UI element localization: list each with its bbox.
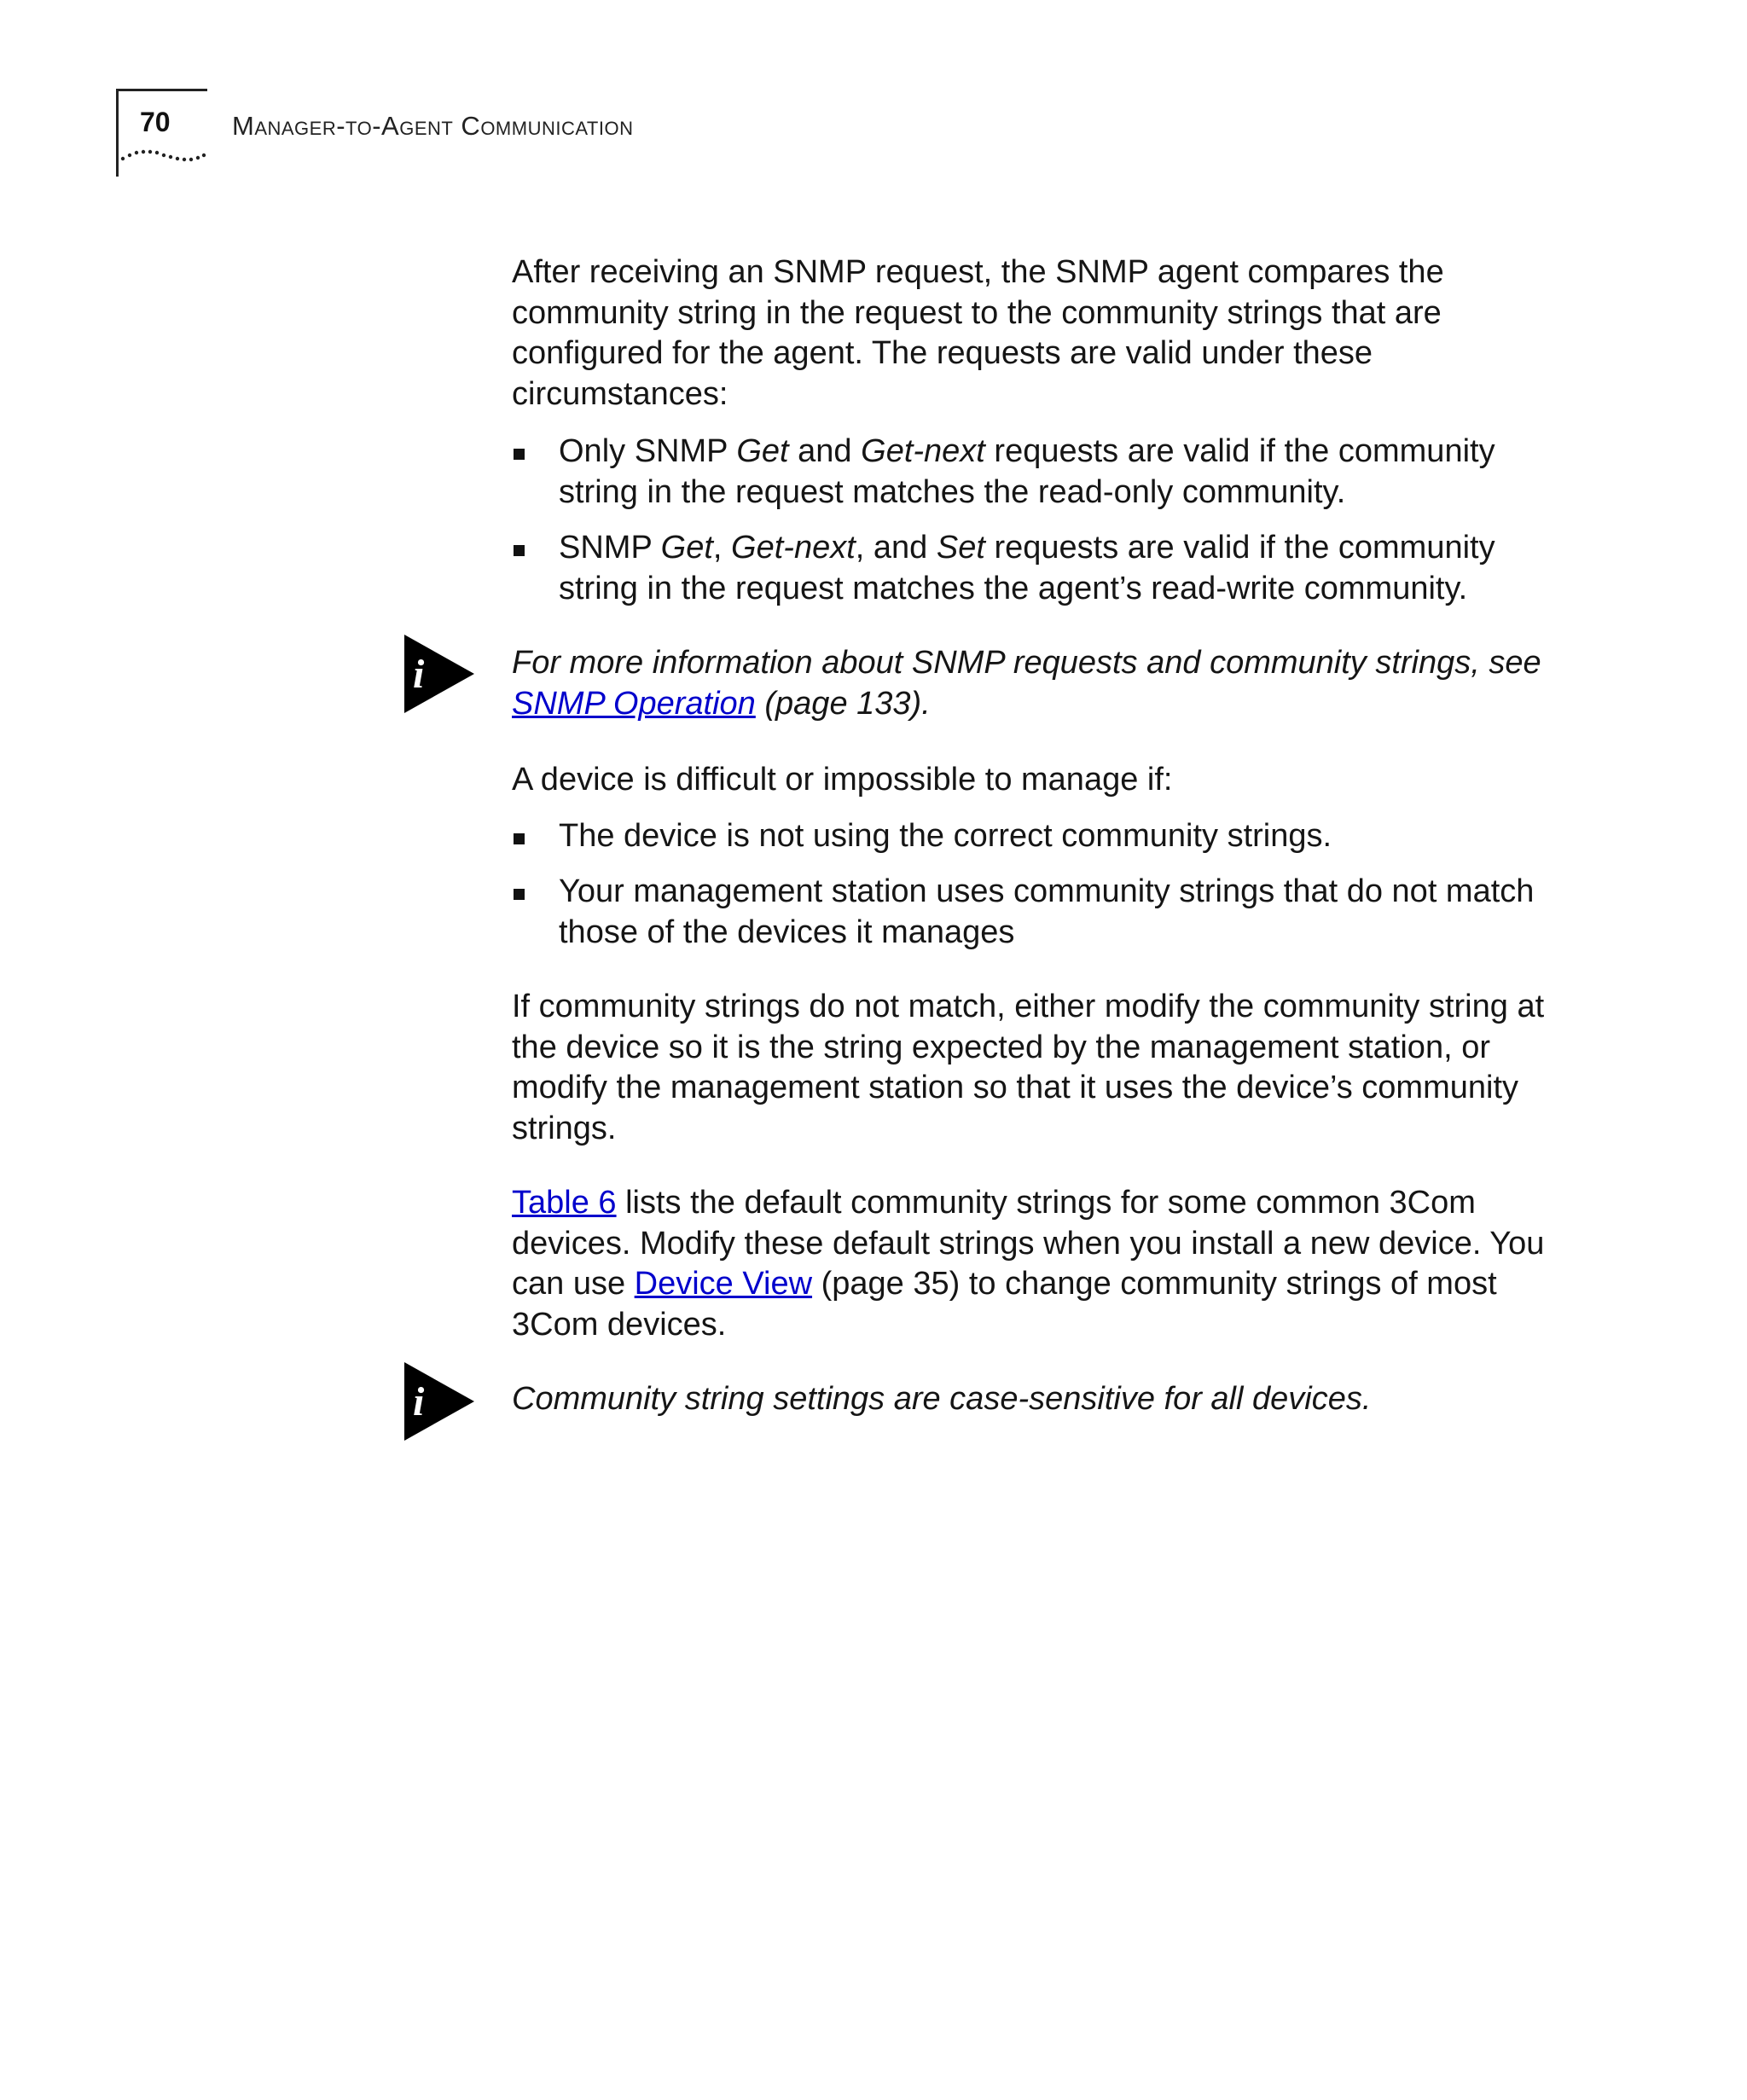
info-arrow-icon xyxy=(404,635,474,713)
paragraph-defaults: Table 6 lists the default community strings for some common 3Com devices. Modify these default strings when you install a new device. You can use Device View (page 35) to change community strings of most 3Com devices. xyxy=(512,1185,1545,1343)
difficult-reasons-list xyxy=(512,816,1570,954)
bullet-marker xyxy=(514,833,525,844)
list-item: The device is not using the correct community strings. xyxy=(512,816,1570,857)
table-6-link[interactable]: Table 6 xyxy=(512,1185,617,1221)
paragraph-intro: After receiving an SNMP request, the SNMP agent compares the community string in the request to the community strings that are configured for the agent. The requests are valid under these circumstances: xyxy=(512,254,1444,412)
paragraph-difficult: A device is difficult or impossible to manage if: xyxy=(512,762,1173,798)
device-view-link[interactable]: Device View xyxy=(634,1266,813,1302)
svg-text:i: i xyxy=(413,1379,425,1424)
info-note-case: i Community string settings are case-sensitive for all devices. xyxy=(512,1379,1570,1420)
bullet-marker xyxy=(514,545,525,556)
page-content xyxy=(413,252,1570,1424)
svg-text:i: i xyxy=(413,652,425,697)
list-item: Only SNMP Get and Get-next requests are valid if the community string in the request matches the read-only community. xyxy=(512,432,1570,513)
snmp-operation-link[interactable]: SNMP Operation xyxy=(512,685,756,722)
dotted-curve-decoration xyxy=(116,147,210,167)
info-note-snmp: i For more information about SNMP requests and community strings, see SNMP Operation (page 133). xyxy=(512,643,1570,724)
bullet-marker xyxy=(514,889,525,900)
list-item: SNMP Get, Get-next, and Set requests are valid if the community string in the request matches the agent’s read-write community. xyxy=(512,528,1570,609)
list-item: Your management station uses community strings that do not match those of the devices it manages xyxy=(512,872,1570,953)
info-arrow-icon xyxy=(404,1362,474,1441)
running-title: Manager-to-Agent Communication xyxy=(232,111,634,141)
valid-requests-list xyxy=(512,432,1570,609)
bullet-marker xyxy=(514,449,525,460)
paragraph-mismatch: If community strings do not match, either modify the community string at the device so it is the string expected by the management station, or modify the management station so that it uses the device’s community strings. xyxy=(512,989,1545,1146)
page-number: 70 xyxy=(140,107,171,137)
